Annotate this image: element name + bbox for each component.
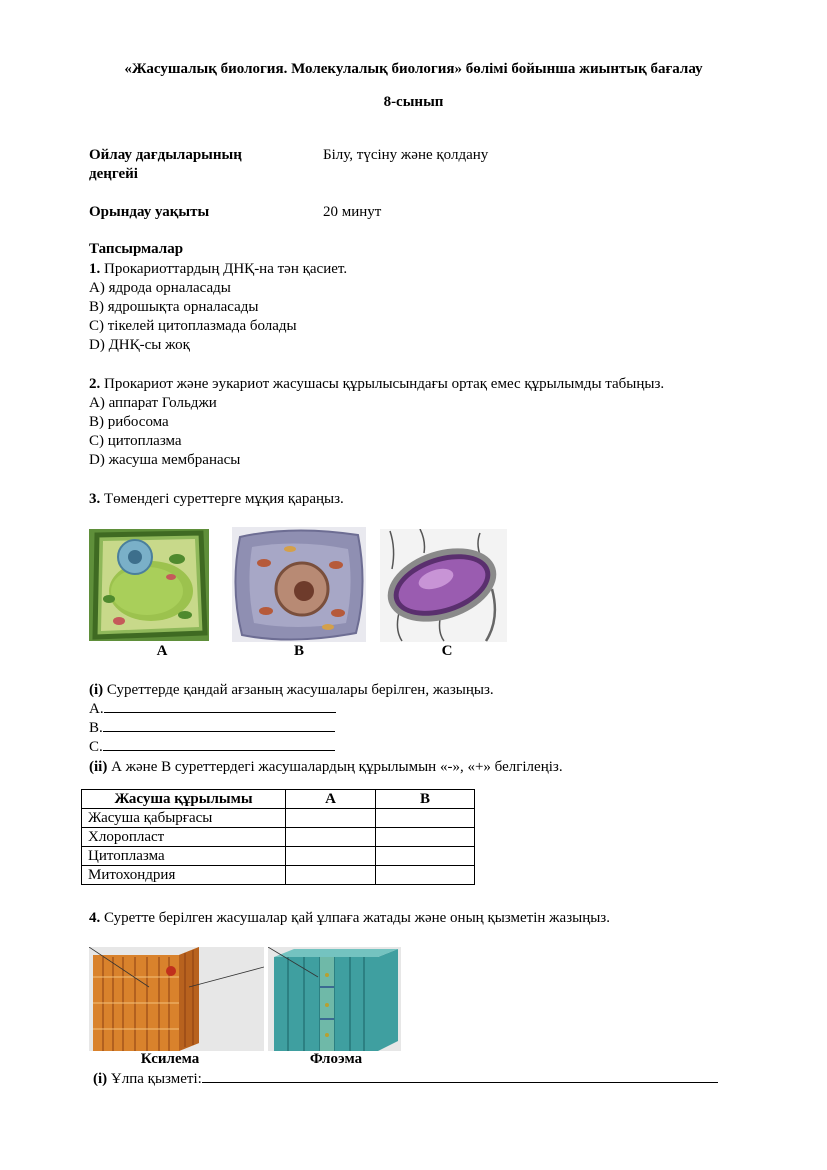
table-row bbox=[82, 828, 475, 847]
question-number: 2. bbox=[89, 376, 101, 392]
answer-cell-b[interactable] bbox=[376, 866, 475, 885]
question-text: Суретте берілген жасушалар қай ұлпаға жатады және оның қызметін жазыңыз. bbox=[100, 910, 610, 926]
q4-sub-i[interactable] bbox=[93, 1070, 718, 1089]
level-label: Ойлау дағдыларының bbox=[89, 147, 242, 163]
grade-label: 8-сынып bbox=[383, 94, 444, 110]
table-row bbox=[82, 809, 475, 828]
question-2 bbox=[89, 375, 664, 394]
phloem-image bbox=[268, 947, 401, 1051]
q3-sub-i bbox=[89, 681, 494, 700]
answer-cell-a[interactable] bbox=[286, 828, 376, 847]
image-caption-b: B bbox=[293, 643, 304, 659]
question-number: 4. bbox=[89, 910, 101, 926]
image-caption-c: C bbox=[441, 643, 453, 659]
answer-blank[interactable] bbox=[103, 719, 335, 732]
question-number: 3. bbox=[89, 491, 101, 507]
answer-line-c[interactable] bbox=[89, 738, 335, 757]
answer-blank[interactable] bbox=[202, 1070, 718, 1083]
q2-option-a: A) аппарат Гольджи bbox=[89, 395, 217, 411]
q1-option-a: A) ядрода орналасады bbox=[89, 280, 231, 296]
xylem-caption: Ксилема bbox=[140, 1051, 200, 1067]
phloem-caption: Флоэма bbox=[309, 1051, 363, 1067]
structure-name: Жасуша қабырғасы bbox=[82, 809, 286, 828]
table-header-b: B bbox=[376, 790, 475, 809]
q1-option-c: C) тікелей цитоплазмада болады bbox=[89, 318, 297, 334]
q2-option-c: C) цитоплазма bbox=[89, 433, 182, 449]
answer-label: C. bbox=[89, 739, 103, 755]
time-label: Орындау уақыты bbox=[89, 204, 210, 220]
answer-cell-a[interactable] bbox=[286, 847, 376, 866]
question-text: Прокариот және эукариот жасушасы құрылысындағы ортақ емес құрылымды табыңыз. bbox=[100, 376, 665, 392]
sub-text: Ұлпа қызметі: bbox=[107, 1071, 202, 1087]
q2-option-d: D) жасуша мембранасы bbox=[89, 452, 241, 468]
answer-line-a[interactable] bbox=[89, 700, 336, 719]
xylem-image bbox=[89, 947, 264, 1051]
q1-option-d: D) ДНҚ-сы жоқ bbox=[89, 337, 190, 353]
time-value: 20 минут bbox=[323, 204, 382, 220]
question-number: 1. bbox=[89, 261, 101, 277]
table-row bbox=[82, 847, 475, 866]
table-header-structure: Жасуша құрылымы bbox=[82, 790, 286, 809]
sub-text: А және В суреттердегі жасушалардың құрылымын «-», «+» белгілеңіз. bbox=[107, 759, 563, 775]
answer-cell-b[interactable] bbox=[376, 847, 475, 866]
question-text: Прокариоттардың ДНҚ-на тән қасиет. bbox=[100, 261, 348, 277]
answer-blank[interactable] bbox=[103, 738, 335, 751]
table-header-row bbox=[82, 790, 475, 809]
question-1 bbox=[89, 260, 347, 279]
structure-name: Цитоплазма bbox=[82, 847, 286, 866]
sub-number: (i) bbox=[89, 682, 104, 698]
answer-cell-b[interactable] bbox=[376, 809, 475, 828]
q1-option-b: B) ядрошықта орналасады bbox=[89, 299, 259, 315]
document-title: «Жасушалық биология. Молекулалық биология» бөлімі бойынша жиынтық бағалау bbox=[124, 61, 703, 77]
q3-sub-ii bbox=[89, 758, 563, 777]
answer-label: B. bbox=[89, 720, 103, 736]
level-value: Білу, түсіну және қолдану bbox=[323, 147, 489, 163]
tasks-heading: Тапсырмалар bbox=[89, 241, 184, 257]
image-caption-a: A bbox=[156, 643, 168, 659]
structure-name: Митохондрия bbox=[82, 866, 286, 885]
animal-cell-image bbox=[232, 527, 366, 642]
sub-text: Суреттерде қандай ағзаның жасушалары берілген, жазыңыз. bbox=[103, 682, 494, 698]
question-3 bbox=[89, 490, 344, 509]
question-4 bbox=[89, 909, 610, 928]
answer-blank[interactable] bbox=[104, 700, 336, 713]
answer-line-b[interactable] bbox=[89, 719, 335, 738]
cell-structure-table bbox=[81, 789, 475, 885]
sub-number: (i) bbox=[93, 1071, 108, 1087]
question-text: Төмендегі суреттерге мұқия қараңыз. bbox=[100, 491, 344, 507]
answer-label: A. bbox=[89, 701, 104, 717]
table-row bbox=[82, 866, 475, 885]
answer-cell-a[interactable] bbox=[286, 809, 376, 828]
plant-cell-image bbox=[89, 529, 209, 641]
answer-cell-a[interactable] bbox=[286, 866, 376, 885]
sub-number: (ii) bbox=[89, 759, 108, 775]
table-header-a: A bbox=[286, 790, 376, 809]
structure-name: Хлоропласт bbox=[82, 828, 286, 847]
bacterium-image bbox=[380, 529, 507, 642]
level-label-2: деңгейі bbox=[89, 166, 138, 182]
answer-cell-b[interactable] bbox=[376, 828, 475, 847]
q2-option-b: B) рибосома bbox=[89, 414, 169, 430]
